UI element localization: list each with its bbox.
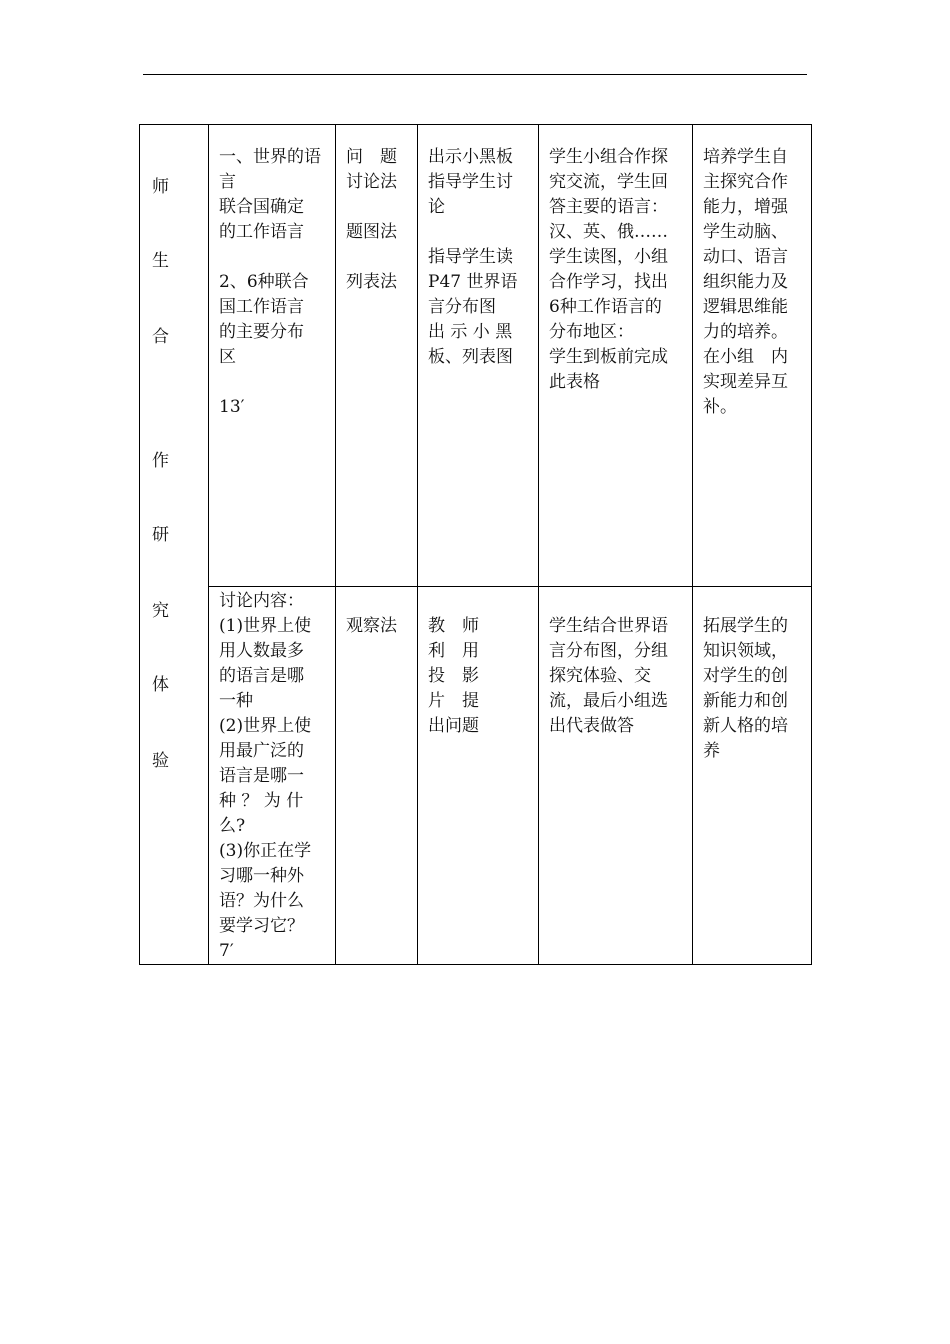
cell-line: 动口、语言 bbox=[703, 247, 788, 267]
student-activity-cell bbox=[539, 587, 693, 965]
table-row bbox=[140, 587, 812, 965]
cell-line: 要学习它？ bbox=[219, 916, 304, 936]
cell-line: 板、列表图 bbox=[428, 347, 513, 367]
cell-line: 对学生的创 bbox=[703, 666, 788, 686]
purpose-lines bbox=[693, 587, 811, 764]
cell-line: 探究体验、交 bbox=[549, 666, 651, 686]
cell-line: 语？为什么 bbox=[219, 891, 304, 911]
cell-line: 此表格 bbox=[549, 372, 600, 392]
cell-line bbox=[219, 370, 327, 395]
cell-line: 种 ？ 为 什 bbox=[219, 791, 304, 811]
table-row bbox=[140, 125, 812, 587]
cell-line: 语言是哪一 bbox=[219, 766, 304, 786]
cell-line: 实现差异互 bbox=[703, 372, 788, 392]
cell-line: 片 提 bbox=[428, 691, 479, 711]
header-rule bbox=[143, 74, 807, 75]
content-lines bbox=[209, 587, 335, 964]
cell-line: 知识领域， bbox=[703, 641, 788, 661]
phase-char: 师 bbox=[152, 177, 169, 197]
cell-line: 学生动脑、 bbox=[703, 222, 788, 242]
cell-line: 组织能力及 bbox=[703, 272, 788, 292]
cell-line: 7′ bbox=[219, 941, 234, 961]
lesson-plan-table bbox=[139, 124, 812, 965]
cell-line: 观察法 bbox=[346, 616, 397, 636]
cell-line bbox=[549, 589, 684, 614]
cell-line: (3)你正在学 bbox=[219, 841, 312, 861]
teacher-activity-cell bbox=[418, 125, 539, 587]
content-lines bbox=[209, 125, 335, 420]
cell-line: 力的培养。 bbox=[703, 322, 788, 342]
phase-char: 作 bbox=[152, 451, 169, 471]
cell-line bbox=[346, 245, 409, 270]
cell-line: 在小组 内 bbox=[703, 347, 788, 367]
cell-line: 出问题 bbox=[428, 716, 479, 736]
cell-line: 新能力和创 bbox=[703, 691, 788, 711]
cell-line: 学生结合世界语 bbox=[549, 616, 668, 636]
phase-char: 合 bbox=[152, 327, 169, 347]
cell-line: (2)世界上使 bbox=[219, 716, 312, 736]
cell-line: 学生读图，小组 bbox=[549, 247, 668, 267]
cell-line: 合作学习，找出 bbox=[549, 272, 668, 292]
teacher-activity-lines bbox=[418, 125, 538, 370]
cell-line: 用最广泛的 bbox=[219, 741, 304, 761]
phase-char: 生 bbox=[152, 251, 169, 271]
cell-line: 补。 bbox=[703, 397, 737, 417]
content-cell bbox=[209, 125, 336, 587]
cell-line: 讨论内容： bbox=[219, 591, 304, 611]
cell-line: 新人格的培 bbox=[703, 716, 788, 736]
cell-line: 汉、英、俄…… bbox=[549, 222, 668, 242]
cell-line: 一种 bbox=[219, 691, 253, 711]
cell-line bbox=[346, 195, 409, 220]
cell-line: 一、世界的语 bbox=[219, 147, 321, 167]
purpose-cell bbox=[693, 587, 812, 965]
cell-line: 投 影 bbox=[428, 666, 479, 686]
cell-line: 言分布图，分组 bbox=[549, 641, 668, 661]
cell-line: 联合国确定 bbox=[219, 197, 304, 217]
cell-line: 学生到板前完成 bbox=[549, 347, 668, 367]
cell-line: 养 bbox=[703, 741, 720, 761]
cell-line: 列表法 bbox=[346, 272, 397, 292]
phase-char: 究 bbox=[152, 601, 169, 621]
cell-line: 逻辑思维能 bbox=[703, 297, 788, 317]
cell-line: 指导学生讨 bbox=[428, 172, 513, 192]
content-cell bbox=[209, 587, 336, 965]
cell-line: 区 bbox=[219, 347, 236, 367]
cell-line: 么? bbox=[219, 816, 246, 836]
cell-line: 论 bbox=[428, 197, 445, 217]
cell-line: 拓展学生的 bbox=[703, 616, 788, 636]
cell-line: 利 用 bbox=[428, 641, 479, 661]
cell-line: 用人数最多 bbox=[219, 641, 304, 661]
phase-char: 验 bbox=[152, 751, 169, 771]
cell-line: 国工作语言 bbox=[219, 297, 304, 317]
cell-line: 2、6种联合 bbox=[219, 272, 309, 292]
teacher-activity-lines bbox=[418, 587, 538, 739]
student-activity-cell bbox=[539, 125, 693, 587]
cell-line bbox=[346, 589, 409, 614]
cell-line: 言分布图 bbox=[428, 297, 496, 317]
cell-line: 6种工作语言的 bbox=[549, 297, 662, 317]
method-lines bbox=[336, 587, 417, 639]
cell-line: 培养学生自 bbox=[703, 147, 788, 167]
cell-line: (1)世界上使 bbox=[219, 616, 312, 636]
cell-line: 讨论法 bbox=[346, 172, 397, 192]
cell-line: P47 世界语 bbox=[428, 272, 518, 292]
cell-line: 主探究合作 bbox=[703, 172, 788, 192]
cell-line: 问 题 bbox=[346, 147, 397, 167]
cell-line: 究交流，学生回 bbox=[549, 172, 668, 192]
cell-line: 学生小组合作探 bbox=[549, 147, 668, 167]
teacher-activity-cell bbox=[418, 587, 539, 965]
cell-line: 答主要的语言： bbox=[549, 197, 668, 217]
cell-line: 分布地区： bbox=[549, 322, 634, 342]
cell-line: 言 bbox=[219, 172, 236, 192]
cell-line bbox=[428, 220, 530, 245]
cell-line: 出 示 小 黑 bbox=[428, 322, 513, 342]
cell-line bbox=[428, 589, 530, 614]
student-activity-lines bbox=[539, 587, 692, 739]
cell-line bbox=[219, 245, 327, 270]
method-cell bbox=[336, 125, 418, 587]
purpose-lines bbox=[693, 125, 811, 420]
cell-line: 题图法 bbox=[346, 222, 397, 242]
cell-line: 习哪一种外 bbox=[219, 866, 304, 886]
cell-line bbox=[703, 589, 803, 614]
cell-line: 能力，增强 bbox=[703, 197, 788, 217]
cell-line: 指导学生读 bbox=[428, 247, 513, 267]
cell-line: 的主要分布 bbox=[219, 322, 304, 342]
cell-line: 出示小黑板 bbox=[428, 147, 513, 167]
cell-line: 的工作语言 bbox=[219, 222, 304, 242]
phase-char: 体 bbox=[152, 675, 169, 695]
method-cell bbox=[336, 587, 418, 965]
student-activity-lines bbox=[539, 125, 692, 395]
cell-line: 出代表做答 bbox=[549, 716, 634, 736]
cell-line: 流，最后小组选 bbox=[549, 691, 668, 711]
phase-cell bbox=[140, 125, 209, 965]
purpose-cell bbox=[693, 125, 812, 587]
cell-line: 教 师 bbox=[428, 616, 479, 636]
cell-line: 的语言是哪 bbox=[219, 666, 304, 686]
phase-char: 研 bbox=[152, 525, 169, 545]
method-lines bbox=[336, 125, 417, 295]
cell-line: 13′ bbox=[219, 397, 245, 417]
